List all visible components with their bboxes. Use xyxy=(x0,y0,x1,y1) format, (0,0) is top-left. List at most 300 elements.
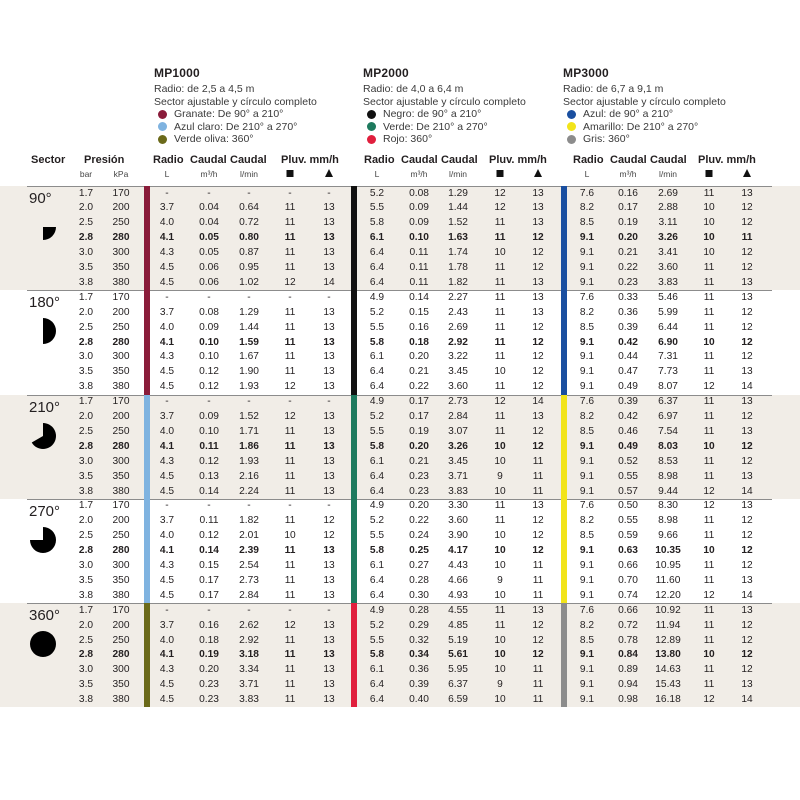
precip-triangle-value: 13 xyxy=(323,247,335,259)
flow-lmin-value: 8.98 xyxy=(658,470,678,482)
flow-lmin-value: 12.89 xyxy=(655,634,681,646)
radius-value: 9.1 xyxy=(579,649,595,661)
model-radius: Radio: de 4,0 a 6,4 m xyxy=(363,83,464,95)
radius-value: 4.9 xyxy=(369,604,385,616)
precip-triangle-value: 13 xyxy=(532,202,544,214)
pressure-bar: 3.8 xyxy=(78,589,94,601)
radius-value: 8.2 xyxy=(579,619,595,631)
model-radius: Radio: de 6,7 a 9,1 m xyxy=(563,83,664,95)
pressure-bar: 3.8 xyxy=(78,694,94,706)
precip-triangle-value: 13 xyxy=(323,545,335,557)
flow-m3h-value: 0.70 xyxy=(618,574,638,586)
pressure-bar: 2.0 xyxy=(78,515,94,527)
flow-lmin-value: 2.84 xyxy=(239,589,259,601)
flow-m3h-value: 0.27 xyxy=(409,560,429,571)
precip-square-value: 10 xyxy=(703,217,715,229)
radius-value: 4.3 xyxy=(159,455,175,467)
flow-m3h-value: 0.18 xyxy=(409,336,429,348)
header-radio: Radio xyxy=(364,154,395,166)
precip-square-value: 11 xyxy=(703,515,715,527)
flow-m3h-value: 0.23 xyxy=(409,485,429,497)
radius-value: 9.1 xyxy=(579,440,595,452)
square-spacing-icon xyxy=(706,170,713,177)
precip-square-value: - xyxy=(288,604,292,616)
pressure-bar: 2.8 xyxy=(78,336,94,348)
flow-lmin-value: 3.07 xyxy=(448,425,468,437)
legend-item: Negro: de 90° a 210° xyxy=(363,108,573,121)
flow-lmin-value: 13.80 xyxy=(655,649,681,661)
model-title: MP1000 xyxy=(154,66,200,80)
precip-triangle-value: 12 xyxy=(741,306,753,318)
precip-triangle-value: 14 xyxy=(741,694,753,706)
flow-lmin-value: 11.60 xyxy=(655,574,681,586)
pressure-kpa: 200 xyxy=(112,619,130,631)
pressure-kpa: 200 xyxy=(112,411,130,422)
precip-triangle-value: 14 xyxy=(741,485,753,497)
flow-lmin-value: 11.94 xyxy=(655,619,681,631)
pressure-kpa: 170 xyxy=(112,396,130,408)
flow-lmin-value: 6.37 xyxy=(448,679,468,691)
flow-lmin-value: 2.24 xyxy=(239,485,259,497)
precip-square-value: 11 xyxy=(494,291,506,303)
radius-value: 7.6 xyxy=(579,396,595,408)
precip-triangle-value: 13 xyxy=(323,455,335,467)
precip-square-value: 11 xyxy=(703,574,715,586)
precip-square-value: - xyxy=(288,500,292,512)
precip-triangle-value: 14 xyxy=(741,589,753,601)
radius-value: 6.4 xyxy=(369,381,385,393)
precip-square-value: 11 xyxy=(703,276,715,288)
precip-triangle-value: 13 xyxy=(532,411,544,422)
precip-square-value: 11 xyxy=(703,351,715,363)
sector-pie-icon xyxy=(29,213,57,241)
flow-m3h-value: 0.09 xyxy=(409,202,429,214)
flow-lmin-value: 2.73 xyxy=(448,396,468,408)
flow-m3h-value: 0.84 xyxy=(618,649,638,661)
precip-square-value: 11 xyxy=(284,470,296,482)
model-header-mp1000 xyxy=(154,66,364,146)
flow-lmin-value: 10.92 xyxy=(655,604,681,616)
precip-triangle-value: - xyxy=(327,187,331,199)
pressure-kpa: 280 xyxy=(112,649,130,661)
radius-value: 8.2 xyxy=(579,306,595,318)
radius-value: - xyxy=(165,291,169,303)
precip-triangle-value: 13 xyxy=(323,262,335,273)
precip-square-value: 11 xyxy=(703,411,715,422)
flow-lmin-value: 3.71 xyxy=(448,470,468,482)
color-dot-icon xyxy=(367,110,376,119)
radius-value: 4.5 xyxy=(159,262,175,273)
legend-item: Rojo: 360° xyxy=(363,133,573,146)
flow-lmin-value: 7.54 xyxy=(658,425,678,437)
legend-item: Verde oliva: 360° xyxy=(154,133,364,146)
flow-m3h-value: 0.17 xyxy=(409,396,429,408)
radius-value: 4.5 xyxy=(159,470,175,482)
precip-square-value: 11 xyxy=(703,560,715,571)
nozzle-color-bar xyxy=(351,603,357,707)
flow-m3h-value: 0.66 xyxy=(618,604,638,616)
flow-lmin-value: 3.11 xyxy=(658,217,678,229)
model-title: MP3000 xyxy=(563,66,609,80)
flow-m3h-value: 0.18 xyxy=(199,634,219,646)
pressure-bar: 3.5 xyxy=(78,366,94,378)
radius-value: 9.1 xyxy=(579,276,595,288)
precip-triangle-value: 12 xyxy=(532,247,544,259)
precip-triangle-value: 13 xyxy=(323,589,335,601)
precip-square-value: 10 xyxy=(494,649,506,661)
flow-lmin-value: 1.44 xyxy=(239,321,259,333)
precip-triangle-value: 13 xyxy=(323,485,335,497)
pressure-bar: 3.0 xyxy=(78,351,94,363)
flow-lmin-value: 3.18 xyxy=(239,649,259,661)
model-sector: Sector ajustable y círculo completo xyxy=(154,95,317,108)
precip-square-value: 11 xyxy=(284,574,296,586)
radius-value: 7.6 xyxy=(579,187,595,199)
precip-triangle-value: 13 xyxy=(323,232,335,244)
radius-value: 5.2 xyxy=(369,306,385,318)
nozzle-color-bar xyxy=(351,186,357,290)
precip-square-value: 11 xyxy=(494,351,506,363)
precip-triangle-value: 13 xyxy=(532,276,544,288)
pressure-kpa: 250 xyxy=(112,634,130,646)
precip-triangle-value: 14 xyxy=(532,396,544,408)
flow-m3h-value: 0.40 xyxy=(409,694,429,706)
flow-m3h-value: 0.10 xyxy=(199,336,219,348)
flow-m3h-value: 0.17 xyxy=(618,202,638,214)
radius-value: 6.4 xyxy=(369,276,385,288)
pressure-bar: 1.7 xyxy=(78,500,94,512)
precip-square-value: 12 xyxy=(494,187,506,199)
radius-value: 5.5 xyxy=(369,634,385,646)
flow-m3h-value: 0.12 xyxy=(199,455,219,467)
precip-square-value: 11 xyxy=(494,321,506,333)
radius-value: 6.1 xyxy=(369,560,385,571)
square-spacing-icon xyxy=(287,170,294,177)
precip-square-value: 11 xyxy=(284,217,296,229)
precip-triangle-value: 11 xyxy=(532,470,544,482)
precip-triangle-value: 13 xyxy=(741,396,753,408)
flow-lmin-value: 0.87 xyxy=(239,247,259,259)
flow-lmin-value: 2.92 xyxy=(239,634,259,646)
flow-m3h-value: 0.42 xyxy=(618,411,638,422)
flow-lmin-value: 8.98 xyxy=(658,515,678,527)
flow-lmin-value: 3.60 xyxy=(448,381,468,393)
legend-item: Granate: De 90° a 210° xyxy=(154,108,364,121)
pressure-bar: 2.8 xyxy=(78,232,94,244)
radius-value: 6.4 xyxy=(369,589,385,601)
radius-value: 4.5 xyxy=(159,694,175,706)
precip-square-value: 11 xyxy=(703,291,715,303)
radius-value: 5.2 xyxy=(369,187,385,199)
flow-m3h-value: 0.22 xyxy=(409,515,429,527)
header-radio: Radio xyxy=(573,154,604,166)
radius-value: 4.0 xyxy=(159,634,175,646)
flow-lmin-value: 1.29 xyxy=(239,306,259,318)
precip-triangle-value: 13 xyxy=(532,500,544,512)
flow-m3h-value: 0.11 xyxy=(199,515,219,527)
precip-square-value: 11 xyxy=(284,321,296,333)
precip-square-value: 9 xyxy=(497,574,503,586)
precip-triangle-value: 12 xyxy=(741,560,753,571)
precip-square-value: 11 xyxy=(703,455,715,467)
precip-square-value: 10 xyxy=(284,530,296,542)
flow-m3h-value: 0.15 xyxy=(409,306,429,318)
pressure-kpa: 250 xyxy=(112,425,130,437)
flow-m3h-value: 0.17 xyxy=(199,574,219,586)
radius-value: 4.5 xyxy=(159,485,175,497)
flow-lmin-value: - xyxy=(247,291,251,303)
flow-m3h-value: 0.13 xyxy=(199,470,219,482)
flow-lmin-value: 14.63 xyxy=(655,664,681,676)
precip-triangle-value: 13 xyxy=(323,381,335,393)
flow-m3h-value: 0.39 xyxy=(618,321,638,333)
flow-m3h-value: 0.10 xyxy=(199,351,219,363)
nozzle-color-bar xyxy=(351,499,357,603)
radius-value: 6.4 xyxy=(369,366,385,378)
precip-triangle-value: 12 xyxy=(741,217,753,229)
precip-square-value: - xyxy=(288,187,292,199)
radius-value: 5.5 xyxy=(369,321,385,333)
precip-square-value: - xyxy=(288,291,292,303)
radius-value: 5.8 xyxy=(369,649,385,661)
flow-lmin-value: 10.95 xyxy=(655,560,681,571)
flow-lmin-value: 2.39 xyxy=(239,545,259,557)
radius-value: 5.5 xyxy=(369,202,385,214)
precip-square-value: 11 xyxy=(284,455,296,467)
precip-triangle-value: 12 xyxy=(532,351,544,363)
flow-m3h-value: 0.23 xyxy=(409,470,429,482)
triangle-spacing-icon xyxy=(325,169,333,177)
precip-triangle-value: 11 xyxy=(532,664,544,676)
flow-m3h-value: 0.63 xyxy=(618,545,638,557)
flow-m3h-value: 0.19 xyxy=(618,217,638,229)
flow-m3h-value: 0.22 xyxy=(409,381,429,393)
precip-square-value: 11 xyxy=(494,500,506,512)
precip-triangle-value: 11 xyxy=(532,694,544,706)
precip-square-value: 11 xyxy=(284,425,296,437)
precip-square-value: 11 xyxy=(494,336,506,348)
precip-square-value: 11 xyxy=(494,425,506,437)
flow-m3h-value: 0.74 xyxy=(618,589,638,601)
precip-triangle-value: 12 xyxy=(532,366,544,378)
header-radio: Radio xyxy=(153,154,184,166)
flow-m3h-value: 0.34 xyxy=(409,649,429,661)
precip-triangle-value: 12 xyxy=(532,634,544,646)
pressure-bar: 2.8 xyxy=(78,649,94,661)
unit-l: L xyxy=(164,169,170,179)
flow-m3h-value: 0.23 xyxy=(618,276,638,288)
nozzle-color-bar xyxy=(561,186,567,290)
header-pluv: Pluv. mm/h xyxy=(698,154,756,166)
radius-value: 9.1 xyxy=(579,232,595,244)
sector-label: 210° xyxy=(29,398,61,416)
header-caudal: Caudal xyxy=(610,154,647,166)
flow-lmin-value: 5.19 xyxy=(448,634,468,646)
radius-value: 9.1 xyxy=(579,589,595,601)
flow-m3h-value: 0.10 xyxy=(409,232,429,244)
precip-square-value: 10 xyxy=(703,649,715,661)
unit-lmin: l/min xyxy=(659,169,677,179)
flow-m3h-value: - xyxy=(207,291,211,303)
flow-lmin-value: 1.86 xyxy=(239,440,259,452)
precip-square-value: 11 xyxy=(703,306,715,318)
precip-triangle-value: 12 xyxy=(741,530,753,542)
precip-square-value: 11 xyxy=(494,262,506,273)
radius-value: 7.6 xyxy=(579,604,595,616)
radius-value: 4.0 xyxy=(159,425,175,437)
precip-triangle-value: - xyxy=(327,291,331,303)
pressure-kpa: 280 xyxy=(112,336,130,348)
precip-square-value: 11 xyxy=(494,619,506,631)
radius-value: 9.1 xyxy=(579,664,595,676)
flow-m3h-value: 0.98 xyxy=(618,694,638,706)
pressure-bar: 2.0 xyxy=(78,202,94,214)
precip-square-value: 11 xyxy=(703,530,715,542)
flow-lmin-value: 3.41 xyxy=(658,247,678,259)
precip-triangle-value: 13 xyxy=(741,470,753,482)
flow-lmin-value: 2.88 xyxy=(658,202,678,214)
flow-m3h-value: 0.47 xyxy=(618,366,638,378)
flow-lmin-value: 3.34 xyxy=(239,664,259,676)
header-pluv: Pluv. mm/h xyxy=(281,154,339,166)
precip-square-value: 11 xyxy=(703,634,715,646)
flow-lmin-value: 6.90 xyxy=(658,336,678,348)
flow-lmin-value: - xyxy=(247,500,251,512)
flow-lmin-value: 16.18 xyxy=(655,694,681,706)
precip-square-value: 11 xyxy=(284,664,296,676)
flow-lmin-value: 5.46 xyxy=(658,291,678,303)
flow-lmin-value: 8.53 xyxy=(658,455,678,467)
precip-square-value: 11 xyxy=(494,217,506,229)
pressure-bar: 3.8 xyxy=(78,485,94,497)
flow-m3h-value: 0.14 xyxy=(199,485,219,497)
flow-lmin-value: 8.03 xyxy=(658,440,678,452)
flow-m3h-value: 0.19 xyxy=(199,649,219,661)
flow-m3h-value: 0.21 xyxy=(409,455,429,467)
precip-triangle-value: 13 xyxy=(532,217,544,229)
radius-value: 9.1 xyxy=(579,694,595,706)
flow-lmin-value: 6.59 xyxy=(448,694,468,706)
flow-lmin-value: 1.93 xyxy=(239,381,259,393)
flow-lmin-value: 4.17 xyxy=(448,545,468,557)
precip-triangle-value: 13 xyxy=(741,425,753,437)
precip-square-value: 10 xyxy=(703,202,715,214)
precip-square-value: 12 xyxy=(284,411,296,422)
precip-triangle-value: 13 xyxy=(741,679,753,691)
radius-value: 8.5 xyxy=(579,425,595,437)
radius-value: 9.1 xyxy=(579,679,595,691)
radius-value: 9.1 xyxy=(579,366,595,378)
color-dot-icon xyxy=(158,135,167,144)
precip-square-value: 11 xyxy=(284,232,296,244)
precip-triangle-value: 13 xyxy=(741,500,753,512)
flow-lmin-value: 2.16 xyxy=(239,470,259,482)
flow-m3h-value: 0.55 xyxy=(618,515,638,527)
radius-value: - xyxy=(165,500,169,512)
flow-lmin-value: 3.45 xyxy=(448,455,468,467)
flow-m3h-value: 0.11 xyxy=(409,276,429,288)
pressure-bar: 3.0 xyxy=(78,664,94,676)
flow-m3h-value: 0.49 xyxy=(618,440,638,452)
flow-lmin-value: 2.84 xyxy=(448,411,468,422)
radius-value: 6.4 xyxy=(369,574,385,586)
flow-m3h-value: 0.20 xyxy=(409,440,429,452)
flow-m3h-value: - xyxy=(207,396,211,408)
flow-m3h-value: 0.23 xyxy=(199,679,219,691)
precip-square-value: 11 xyxy=(703,664,715,676)
flow-m3h-value: 0.72 xyxy=(618,619,638,631)
precip-square-value: 11 xyxy=(284,262,296,273)
pressure-bar: 2.5 xyxy=(78,530,94,542)
radius-value: 5.8 xyxy=(369,440,385,452)
precip-triangle-value: 13 xyxy=(323,411,335,422)
precip-square-value: 11 xyxy=(284,560,296,571)
radius-value: 9.1 xyxy=(579,470,595,482)
flow-m3h-value: 0.24 xyxy=(409,530,429,542)
flow-m3h-value: 0.05 xyxy=(199,247,219,259)
precip-triangle-value: 12 xyxy=(532,336,544,348)
flow-m3h-value: 0.21 xyxy=(409,366,429,378)
flow-m3h-value: 0.20 xyxy=(409,351,429,363)
pressure-bar: 3.5 xyxy=(78,470,94,482)
triangle-spacing-icon xyxy=(534,169,542,177)
radius-value: 7.6 xyxy=(579,500,595,512)
radius-value: 4.9 xyxy=(369,500,385,512)
pressure-bar: 3.0 xyxy=(78,560,94,571)
precip-triangle-value: 13 xyxy=(741,291,753,303)
flow-lmin-value: 3.30 xyxy=(448,500,468,512)
flow-lmin-value: 3.83 xyxy=(239,694,259,706)
legend-item: Gris: 360° xyxy=(563,133,773,146)
flow-lmin-value: 1.90 xyxy=(239,366,259,378)
precip-square-value: 10 xyxy=(703,440,715,452)
flow-m3h-value: 0.16 xyxy=(409,321,429,333)
pressure-kpa: 170 xyxy=(112,291,130,303)
pressure-bar: 2.5 xyxy=(78,321,94,333)
precip-triangle-value: 12 xyxy=(532,649,544,661)
flow-lmin-value: 1.44 xyxy=(448,202,468,214)
nozzle-color-bar xyxy=(351,290,357,394)
flow-lmin-value: 1.02 xyxy=(239,276,259,288)
pressure-kpa: 280 xyxy=(112,440,130,452)
flow-lmin-value: 4.55 xyxy=(448,604,468,616)
flow-lmin-value: 10.35 xyxy=(655,545,681,557)
precip-square-value: 11 xyxy=(494,515,506,527)
pressure-bar: 2.0 xyxy=(78,411,94,422)
pressure-kpa: 380 xyxy=(112,485,130,497)
precip-square-value: 11 xyxy=(284,589,296,601)
radius-value: 5.8 xyxy=(369,336,385,348)
pressure-kpa: 200 xyxy=(112,306,130,318)
flow-m3h-value: 0.14 xyxy=(199,545,219,557)
flow-lmin-value: 6.44 xyxy=(658,321,678,333)
flow-lmin-value: 5.95 xyxy=(448,664,468,676)
precip-triangle-value: 13 xyxy=(323,336,335,348)
radius-value: 4.5 xyxy=(159,381,175,393)
precip-triangle-value: 13 xyxy=(323,560,335,571)
precip-triangle-value: 12 xyxy=(532,321,544,333)
precip-triangle-value: 11 xyxy=(532,679,544,691)
precip-square-value: 12 xyxy=(494,202,506,214)
radius-value: 9.1 xyxy=(579,485,595,497)
radius-value: 8.5 xyxy=(579,530,595,542)
precip-triangle-value: 12 xyxy=(532,232,544,244)
precip-triangle-value: 13 xyxy=(323,694,335,706)
pressure-kpa: 380 xyxy=(112,589,130,601)
pressure-bar: 1.7 xyxy=(78,291,94,303)
radius-value: 8.5 xyxy=(579,217,595,229)
pressure-kpa: 300 xyxy=(112,351,130,363)
